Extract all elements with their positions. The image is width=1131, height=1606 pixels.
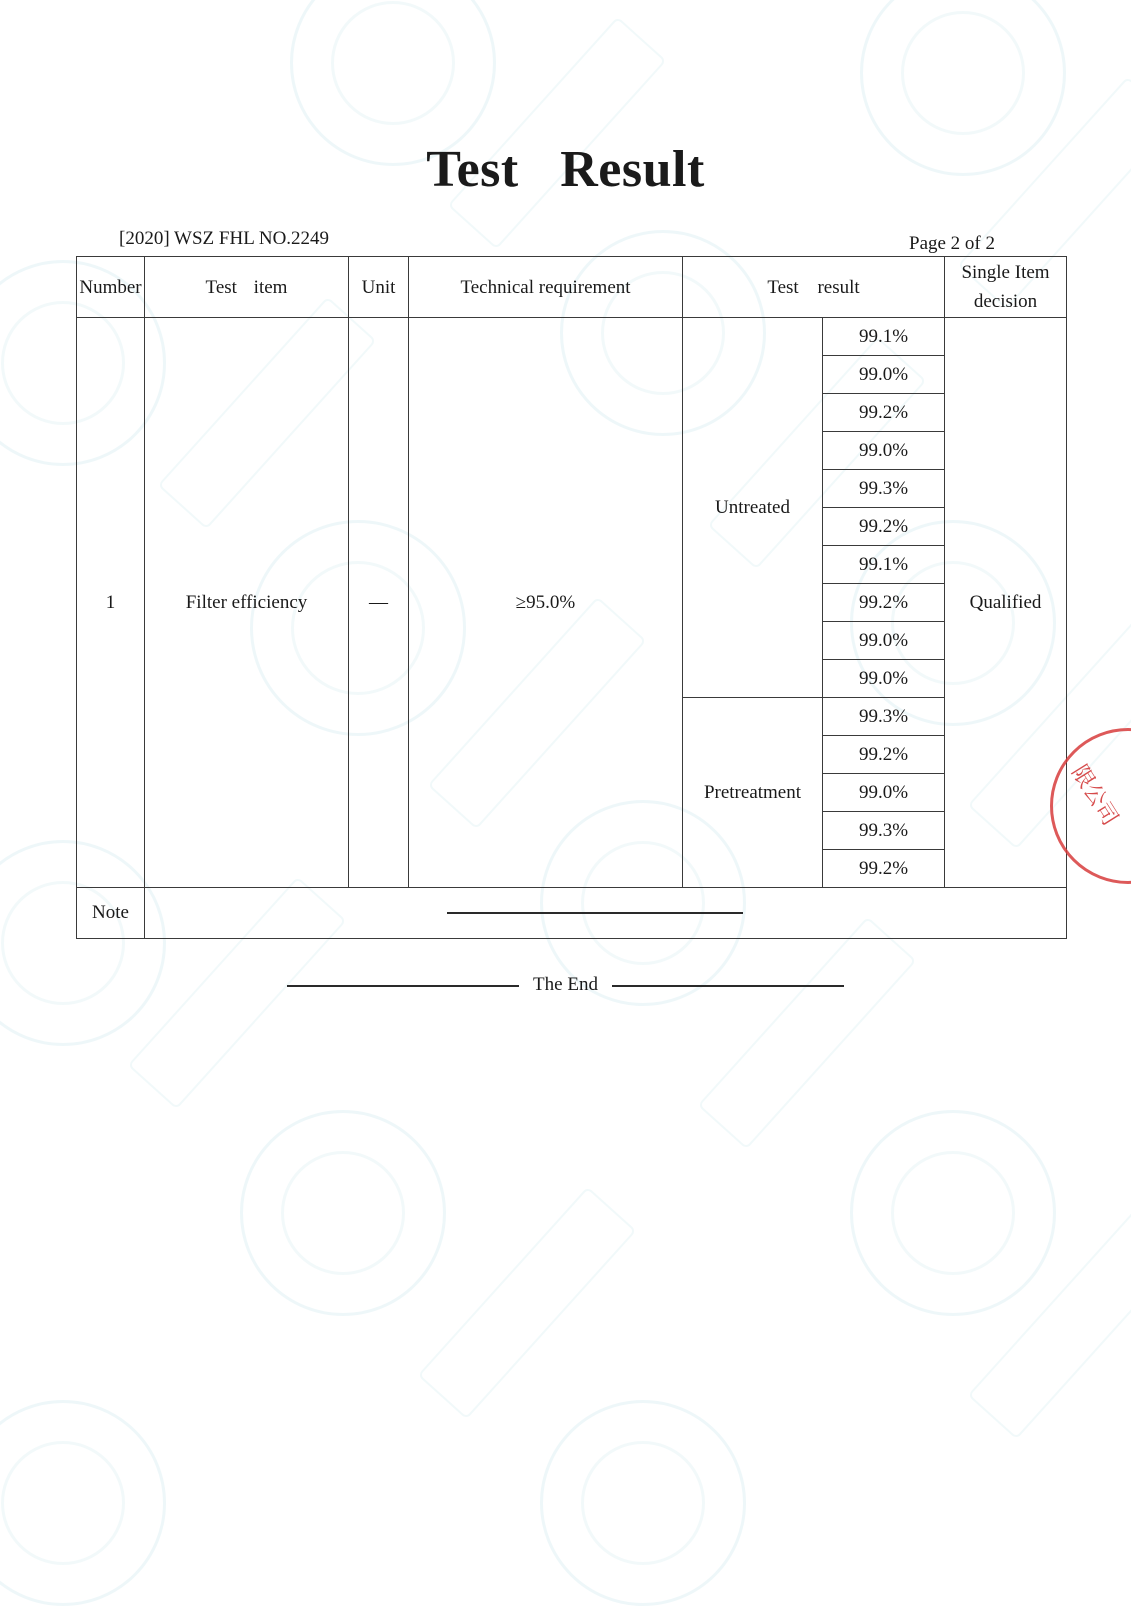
note-blank-line: [447, 912, 743, 914]
technical-requirement-cell: ≥95.0%: [409, 318, 683, 888]
condition-cell: Untreated: [683, 318, 823, 698]
watermark-seal-10: [850, 1110, 1056, 1316]
result-value-cell: 99.0%: [823, 622, 945, 660]
watermark-band-8: [697, 917, 916, 1150]
header-row: [77, 257, 1067, 318]
number-cell: 1: [77, 318, 145, 888]
page-title: Test Result: [426, 141, 705, 198]
result-value-cell: 99.2%: [823, 508, 945, 546]
result-value-cell: 99.1%: [823, 546, 945, 584]
result-value-cell: 99.0%: [823, 432, 945, 470]
note-content: [145, 888, 1067, 939]
result-value-cell: 99.3%: [823, 812, 945, 850]
result-value-cell: 99.2%: [823, 850, 945, 888]
report-number: [2020] WSZ FHL NO.2249: [119, 228, 330, 249]
watermark-band-1: [447, 17, 666, 250]
note-label: Note: [77, 888, 145, 939]
header-number: Number: [77, 257, 145, 318]
header-test-item: Test item: [145, 257, 349, 318]
result-value-cell: 99.2%: [823, 394, 945, 432]
header-unit: Unit: [349, 257, 409, 318]
watermark-seal-12: [0, 1400, 166, 1606]
decision-cell: Qualified: [945, 318, 1067, 888]
result-row: [77, 318, 1067, 356]
watermark-seal-9: [240, 1110, 446, 1316]
end-line-right: [612, 985, 844, 987]
result-value-cell: 99.1%: [823, 318, 945, 356]
result-value-cell: 99.0%: [823, 660, 945, 698]
header-single-item-decision: [945, 257, 1067, 318]
note-row: [77, 888, 1067, 939]
header-decision-line2: decision: [973, 291, 1038, 312]
watermark-band-10: [967, 1207, 1131, 1440]
end-marker: [0, 974, 1131, 996]
condition-cell: Pretreatment: [683, 698, 823, 888]
unit-cell: —: [349, 318, 409, 888]
watermark-seal-11: [540, 1400, 746, 1606]
page-indicator: Page 2 of 2: [909, 233, 996, 254]
result-value-cell: 99.2%: [823, 736, 945, 774]
end-line-left: [287, 985, 519, 987]
test-item-cell: Filter efficiency: [145, 318, 349, 888]
header-test-result: Test result: [683, 257, 945, 318]
result-value-cell: 99.2%: [823, 584, 945, 622]
result-value-cell: 99.0%: [823, 774, 945, 812]
result-value-cell: 99.0%: [823, 356, 945, 394]
header-decision-line1: Single Item: [961, 262, 1050, 283]
header-technical-requirement: Technical requirement: [409, 257, 683, 318]
result-value-cell: 99.3%: [823, 698, 945, 736]
watermark-band-9: [417, 1187, 636, 1420]
test-result-table: [76, 256, 1067, 939]
seal-text: 限公司: [1066, 760, 1123, 831]
result-value-cell: 99.3%: [823, 470, 945, 508]
end-text: The End: [533, 974, 598, 995]
